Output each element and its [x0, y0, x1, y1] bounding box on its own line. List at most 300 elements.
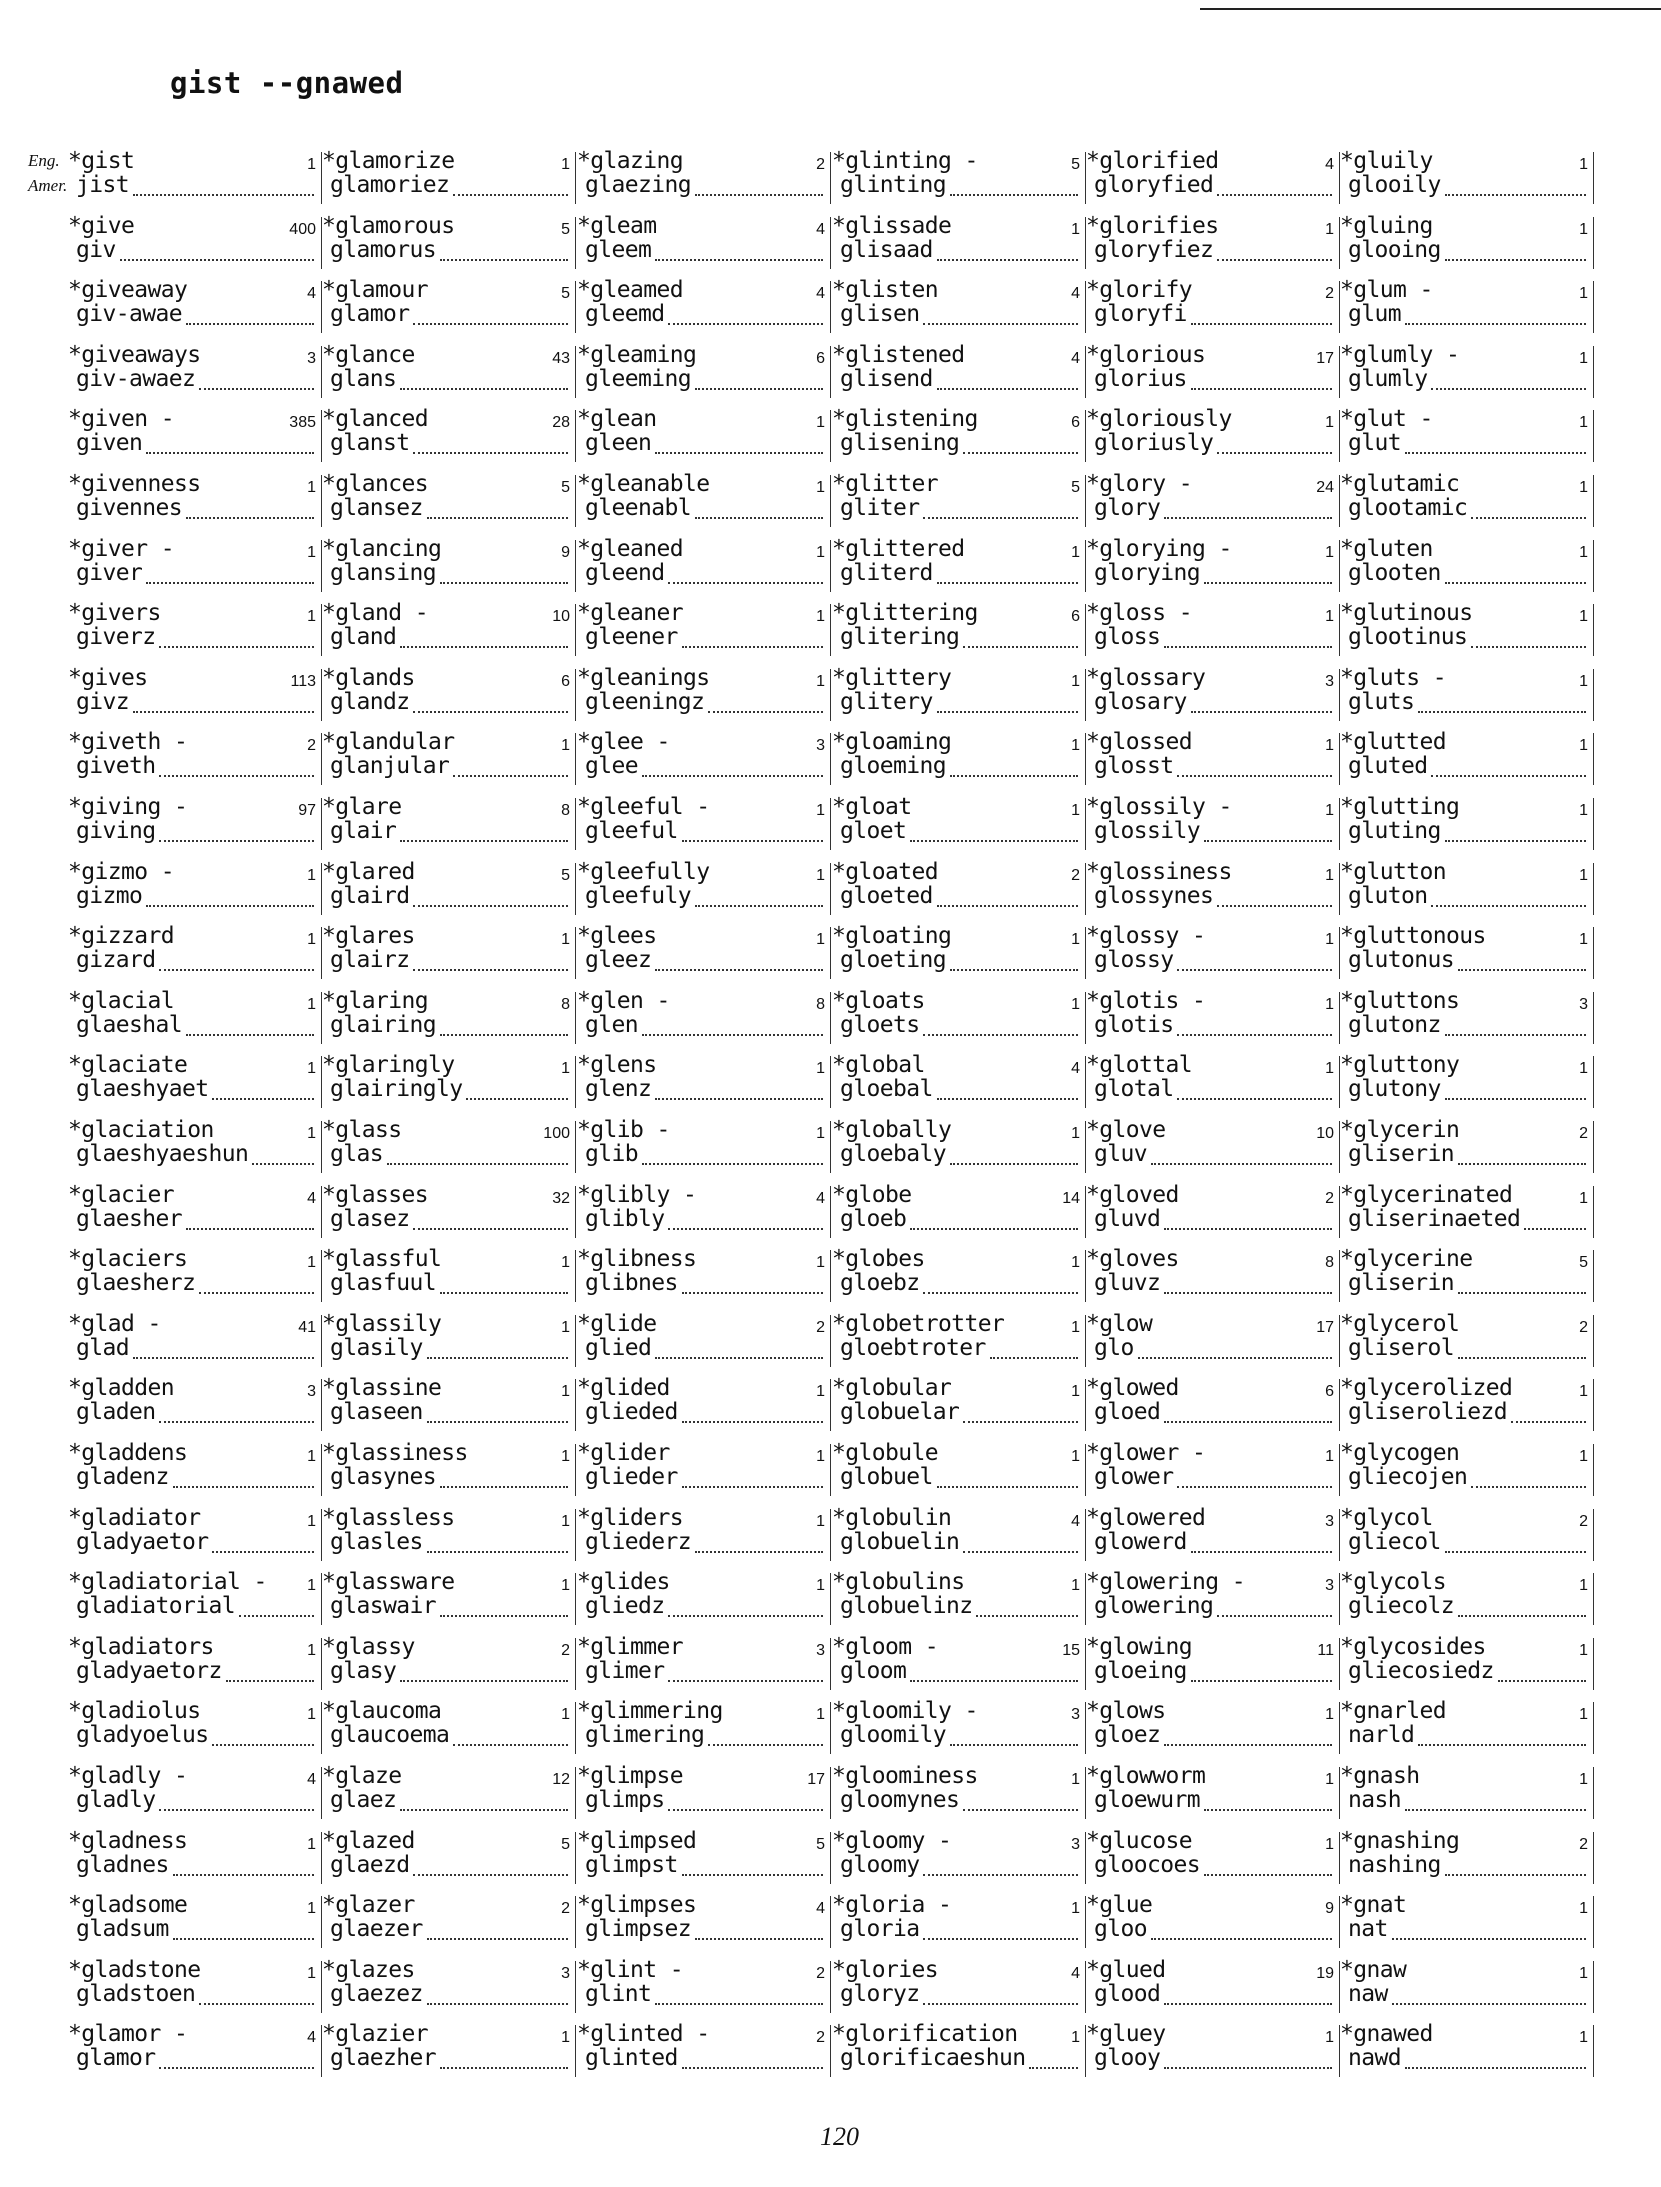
english-spelling: *glasses — [322, 1181, 428, 1208]
american-spelling: gladstoen — [76, 1980, 196, 2007]
word-entry — [1340, 1182, 1594, 1242]
word-entry — [322, 1182, 576, 1242]
english-spelling: *glacial — [68, 987, 174, 1014]
frequency-count: 32 — [552, 1189, 570, 1207]
english-spelling: *glossy - — [1086, 923, 1206, 950]
english-spelling: *glorified — [1086, 148, 1219, 174]
american-spelling: glooing — [1348, 236, 1441, 263]
column-rule — [830, 1702, 832, 1754]
frequency-count: 4 — [816, 1189, 825, 1207]
american-spelling: glossynes — [1094, 882, 1214, 909]
word-entry — [832, 213, 1086, 273]
american-spelling: glorius — [1094, 365, 1187, 392]
dot-leader — [1177, 969, 1332, 971]
word-entry — [1340, 988, 1594, 1048]
dot-leader — [133, 194, 314, 196]
english-spelling: *glistening — [832, 406, 978, 433]
dot-leader — [642, 1034, 823, 1036]
english-spelling: *gist — [68, 148, 135, 174]
word-entry — [68, 665, 322, 725]
english-spelling: *glamorous — [322, 212, 455, 239]
word-entry — [68, 277, 322, 337]
american-spelling: gleen — [585, 430, 652, 457]
american-spelling: giverz — [76, 624, 156, 651]
dot-leader — [1511, 1421, 1586, 1423]
dot-leader — [159, 840, 314, 842]
frequency-count: 2 — [1579, 1512, 1588, 1530]
american-spelling: glandz — [330, 688, 410, 715]
english-spelling: *gleaming — [577, 341, 697, 368]
word-entry — [832, 665, 1086, 725]
american-spelling: narld — [1348, 1722, 1415, 1749]
frequency-count: 19 — [1316, 1964, 1334, 1982]
frequency-count: 3 — [307, 349, 316, 367]
dot-leader — [186, 517, 314, 519]
column-rule — [575, 1509, 577, 1561]
dot-leader — [1164, 1744, 1332, 1746]
column-rule — [575, 798, 577, 850]
column-rule — [830, 1121, 832, 1173]
english-spelling: *glands — [322, 664, 415, 691]
frequency-count: 3 — [1071, 1706, 1080, 1724]
word-entry — [68, 1957, 322, 2017]
column-rule — [1593, 1573, 1595, 1625]
column-rule — [830, 992, 832, 1044]
column-rule — [575, 1896, 577, 1948]
column-rule — [575, 475, 577, 527]
column-rule — [1593, 410, 1595, 462]
american-spelling: globuelinz — [840, 1593, 973, 1620]
dot-leader — [212, 1098, 314, 1100]
dot-leader — [1164, 1292, 1332, 1294]
english-spelling: *glissade — [832, 212, 952, 239]
frequency-count: 1 — [561, 1448, 570, 1465]
word-entry — [1340, 1698, 1594, 1758]
word-entry — [1086, 148, 1340, 208]
american-spelling: gladen — [76, 1399, 156, 1426]
american-spelling: giving — [76, 818, 156, 844]
frequency-count: 1 — [561, 1060, 570, 1078]
english-spelling: *glinting - — [832, 148, 978, 174]
frequency-count: 2 — [1579, 1125, 1588, 1142]
frequency-count: 400 — [289, 220, 316, 238]
dot-leader — [252, 1163, 314, 1165]
english-spelling: *glossary — [1086, 664, 1206, 691]
frequency-count: 1 — [1579, 1060, 1588, 1078]
american-spelling: glaseen — [330, 1399, 423, 1426]
dot-leader — [923, 1034, 1078, 1036]
word-entry — [1086, 1246, 1340, 1306]
dot-leader — [910, 840, 1078, 842]
american-spelling: nash — [1348, 1787, 1401, 1813]
dot-leader — [400, 1680, 568, 1682]
word-entry — [322, 1052, 576, 1112]
american-spelling: glint — [585, 1980, 652, 2007]
american-spelling: glaird — [330, 882, 410, 909]
dot-leader — [427, 1421, 568, 1423]
dot-leader — [937, 259, 1078, 261]
column-rule — [575, 1379, 577, 1431]
english-spelling: *glee - — [577, 729, 670, 756]
american-spelling: givz — [76, 688, 129, 715]
word-entry — [577, 1569, 831, 1629]
word-entry — [577, 1957, 831, 2017]
dot-leader — [682, 1421, 823, 1423]
word-entry — [322, 1117, 576, 1177]
word-entry — [322, 1246, 576, 1306]
word-entry — [322, 213, 576, 273]
word-entry — [68, 2021, 322, 2081]
word-entry — [832, 1892, 1086, 1952]
word-entry — [577, 665, 831, 725]
word-entry — [1086, 1763, 1340, 1823]
american-spelling: glaeshyaet — [76, 1076, 209, 1103]
english-spelling: *glumly - — [1340, 341, 1460, 368]
american-spelling: glasily — [330, 1334, 423, 1361]
dot-leader — [695, 517, 823, 519]
frequency-count: 1 — [1579, 931, 1588, 949]
english-spelling: *givers — [68, 600, 161, 627]
american-spelling: gluton — [1348, 882, 1428, 909]
american-spelling: gloo — [1094, 1916, 1147, 1943]
word-entry — [322, 1957, 576, 2017]
english-spelling: *glassless — [322, 1504, 455, 1531]
american-spelling: gizmo — [76, 882, 143, 909]
frequency-count: 5 — [816, 1835, 825, 1853]
frequency-count: 1 — [561, 156, 570, 173]
dot-leader — [963, 1809, 1078, 1811]
american-label: Amer. — [28, 176, 68, 195]
column-rule — [575, 1961, 577, 2013]
american-spelling: glanst — [330, 430, 410, 457]
english-spelling: *glassily — [322, 1310, 442, 1337]
american-spelling: gloryfi — [1094, 301, 1187, 328]
word-entry — [1340, 1375, 1594, 1435]
american-spelling: gladyaetor — [76, 1528, 209, 1555]
frequency-count: 1 — [1579, 802, 1588, 819]
word-entry — [832, 1246, 1086, 1306]
dot-leader — [668, 1615, 823, 1617]
dot-leader — [1164, 517, 1332, 519]
american-spelling: glutonz — [1348, 1011, 1441, 1038]
word-entry — [1086, 859, 1340, 919]
word-entry — [832, 2021, 1086, 2081]
frequency-count: 1 — [1325, 1706, 1334, 1724]
frequency-count: 1 — [1579, 1900, 1588, 1918]
frequency-count: 1 — [561, 737, 570, 755]
word-entry — [68, 1440, 322, 1500]
frequency-count: 1 — [1579, 1448, 1588, 1465]
word-entry — [832, 600, 1086, 660]
english-spelling: *gloom - — [832, 1633, 938, 1660]
dot-leader — [413, 969, 568, 971]
word-entry — [1086, 1957, 1340, 2017]
english-spelling: *gluttons — [1340, 987, 1460, 1014]
dot-leader — [655, 259, 823, 261]
word-entry — [322, 600, 576, 660]
american-spelling: glimering — [585, 1722, 705, 1749]
american-spelling: gloebtroter — [840, 1334, 986, 1361]
dot-leader — [1431, 775, 1586, 777]
column-rule — [1593, 1832, 1595, 1884]
american-spelling: glotal — [1094, 1076, 1174, 1103]
column-rule — [575, 1444, 577, 1496]
dot-leader — [1445, 1034, 1586, 1036]
american-spelling: glootinus — [1348, 624, 1468, 651]
word-entry — [68, 1763, 322, 1823]
dot-leader — [1418, 711, 1586, 713]
column-rule — [830, 1767, 832, 1819]
dot-leader — [668, 1680, 823, 1682]
column-rule — [830, 733, 832, 785]
dot-leader — [655, 2003, 823, 2005]
frequency-count: 3 — [816, 1641, 825, 1659]
dot-leader — [1204, 1874, 1332, 1876]
dot-leader — [1151, 1938, 1332, 1940]
american-spelling: glotis — [1094, 1011, 1174, 1038]
dot-leader — [1191, 1551, 1332, 1553]
american-spelling: glisaad — [840, 236, 933, 263]
frequency-count: 1 — [1579, 608, 1588, 626]
word-entry — [832, 859, 1086, 919]
frequency-count: 3 — [1325, 1577, 1334, 1595]
american-spelling: giver — [76, 559, 143, 586]
english-spelling: *glycols — [1340, 1569, 1446, 1596]
dot-leader — [937, 388, 1078, 390]
dot-leader — [682, 1292, 823, 1294]
frequency-count: 2 — [307, 737, 316, 755]
american-spelling: glory — [1094, 495, 1161, 521]
american-spelling: glib — [585, 1141, 638, 1167]
column-rule — [1593, 604, 1595, 656]
word-entry — [832, 1440, 1086, 1500]
column-rule — [575, 1573, 577, 1625]
dot-leader — [937, 1098, 1078, 1100]
frequency-count: 5 — [1071, 479, 1080, 496]
column-rule — [1593, 798, 1595, 850]
word-entry — [68, 1828, 322, 1888]
american-spelling: glut — [1348, 430, 1401, 457]
american-spelling: gloeing — [1094, 1657, 1187, 1684]
word-entry — [577, 213, 831, 273]
american-spelling: given — [76, 430, 143, 457]
frequency-count: 1 — [1071, 543, 1080, 561]
dot-leader — [708, 711, 823, 713]
dot-leader — [937, 905, 1078, 907]
english-spelling: *glazes — [322, 1956, 415, 1983]
english-spelling: *glycerol — [1340, 1310, 1460, 1337]
word-entry — [577, 1246, 831, 1306]
word-entry — [577, 1892, 831, 1952]
dot-leader — [937, 711, 1078, 713]
american-spelling: gladiatorial — [76, 1593, 235, 1620]
word-entry — [1340, 342, 1594, 402]
word-entry — [322, 1892, 576, 1952]
word-entry — [1340, 1892, 1594, 1952]
american-spelling: glaezing — [585, 172, 691, 198]
word-entry — [1340, 600, 1594, 660]
frequency-count: 5 — [1579, 1254, 1588, 1272]
frequency-count: 1 — [1579, 1383, 1588, 1401]
frequency-count: 1 — [1325, 414, 1334, 432]
american-spelling: glair — [330, 818, 397, 844]
word-entry — [577, 1828, 831, 1888]
dot-leader — [937, 582, 1078, 584]
word-entry — [577, 600, 831, 660]
frequency-count: 4 — [816, 285, 825, 303]
dot-leader — [159, 2067, 314, 2069]
frequency-count: 1 — [307, 1512, 316, 1530]
english-spelling: *gloria - — [832, 1892, 952, 1919]
dot-leader — [173, 1874, 314, 1876]
dot-leader — [1204, 582, 1332, 584]
page-number: 120 — [820, 2122, 859, 2151]
english-spelling: *gloat — [832, 794, 912, 820]
frequency-count: 3 — [1579, 995, 1588, 1013]
english-spelling: *glazed — [322, 1827, 415, 1854]
american-spelling: gloebz — [840, 1270, 920, 1297]
american-spelling: glisen — [840, 301, 920, 328]
english-spelling: *gladness — [68, 1827, 188, 1854]
english-spelling: *glitter — [832, 471, 938, 497]
word-entry — [577, 794, 831, 854]
dot-leader — [1164, 1228, 1332, 1230]
column-rule — [830, 1315, 832, 1367]
frequency-count: 1 — [816, 802, 825, 819]
dot-leader — [440, 1034, 568, 1036]
dot-leader — [1498, 1680, 1586, 1682]
frequency-count: 1 — [1071, 1318, 1080, 1336]
american-spelling: glibnes — [585, 1270, 678, 1297]
dot-leader — [1392, 1938, 1586, 1940]
english-spelling: *gleaner — [577, 600, 683, 627]
column-rule — [1593, 1509, 1595, 1561]
word-entry — [1086, 1117, 1340, 1177]
dot-leader — [440, 1615, 568, 1617]
dot-leader — [1392, 2003, 1586, 2005]
frequency-count: 1 — [307, 543, 316, 561]
english-spelling: *globe — [832, 1181, 912, 1208]
english-spelling: *gleanings — [577, 664, 710, 691]
dot-leader — [642, 1163, 823, 1165]
word-entry — [577, 1440, 831, 1500]
american-spelling: glooy — [1094, 2045, 1161, 2072]
word-entry — [577, 1763, 831, 1823]
column-rule — [830, 1896, 832, 1948]
frequency-count: 1 — [307, 1125, 316, 1142]
frequency-count: 1 — [1325, 1835, 1334, 1853]
word-entry — [68, 471, 322, 531]
dot-leader — [695, 194, 823, 196]
english-spelling: *gloomy - — [832, 1827, 952, 1854]
dot-leader — [440, 1486, 568, 1488]
column-rule — [575, 1315, 577, 1367]
frequency-count: 1 — [1071, 220, 1080, 238]
word-entry — [1086, 1569, 1340, 1629]
frequency-count: 3 — [816, 737, 825, 755]
word-entry — [68, 1311, 322, 1371]
word-entry — [322, 988, 576, 1048]
frequency-count: 4 — [1071, 1512, 1080, 1530]
english-spelling: *glared — [322, 858, 415, 885]
column-rule — [1593, 281, 1595, 333]
column-rule — [1593, 669, 1595, 721]
frequency-count: 6 — [1071, 608, 1080, 626]
frequency-count: 1 — [307, 1448, 316, 1465]
dot-leader — [1471, 1486, 1586, 1488]
word-entry — [1086, 2021, 1340, 2081]
american-spelling: gluted — [1348, 753, 1428, 780]
word-entry — [322, 665, 576, 725]
english-spelling: *glutton — [1340, 858, 1446, 885]
american-spelling: gliserol — [1348, 1334, 1454, 1361]
english-spelling: *globule — [832, 1440, 938, 1466]
dot-leader — [910, 1228, 1078, 1230]
american-spelling: glower — [1094, 1464, 1174, 1490]
english-spelling: *glib - — [577, 1117, 670, 1143]
frequency-count: 1 — [1071, 1771, 1080, 1788]
english-spelling: *glittering — [832, 600, 978, 627]
dot-leader — [1405, 1809, 1586, 1811]
frequency-count: 17 — [1316, 349, 1334, 367]
dot-leader — [453, 1744, 568, 1746]
english-spelling: *global — [832, 1052, 925, 1079]
word-entry — [68, 1634, 322, 1694]
frequency-count: 2 — [816, 1318, 825, 1336]
word-entry — [68, 1117, 322, 1177]
column-rule — [575, 863, 577, 915]
american-spelling: gleend — [585, 559, 665, 586]
english-spelling: *glowworm — [1086, 1763, 1206, 1789]
frequency-count: 1 — [307, 608, 316, 626]
frequency-count: 100 — [543, 1125, 570, 1142]
english-spelling: *glares — [322, 923, 415, 950]
frequency-count: 3 — [561, 1964, 570, 1982]
dot-leader — [146, 452, 314, 454]
word-entry — [832, 471, 1086, 531]
american-spelling: nawd — [1348, 2045, 1401, 2072]
dot-leader — [923, 1938, 1078, 1940]
frequency-count: 1 — [561, 931, 570, 949]
english-spelling: *givenness — [68, 471, 201, 497]
english-spelling: *gluttony — [1340, 1052, 1460, 1079]
column-rule — [575, 152, 577, 204]
english-spelling: *glycosides — [1340, 1633, 1486, 1660]
american-spelling: glamorus — [330, 236, 436, 263]
dot-leader — [159, 646, 314, 648]
dot-leader — [159, 969, 314, 971]
frequency-count: 97 — [298, 802, 316, 819]
american-spelling: gleener — [585, 624, 678, 651]
column-rule — [575, 1767, 577, 1819]
word-entry — [832, 1052, 1086, 1112]
frequency-count: 1 — [1579, 737, 1588, 755]
english-spelling: *glycogen — [1340, 1440, 1460, 1466]
word-entry — [1086, 1440, 1340, 1500]
frequency-count: 1 — [1579, 543, 1588, 561]
frequency-count: 1 — [307, 1706, 316, 1724]
english-spelling: *glare — [322, 794, 402, 820]
dot-leader — [1431, 388, 1586, 390]
word-entry — [577, 536, 831, 596]
american-spelling: gliecosiedz — [1348, 1657, 1494, 1684]
frequency-count: 4 — [307, 1189, 316, 1207]
american-spelling: gloocoes — [1094, 1851, 1200, 1878]
word-entry — [322, 342, 576, 402]
frequency-count: 9 — [561, 543, 570, 561]
column-rule — [830, 152, 832, 204]
frequency-count: 5 — [561, 1835, 570, 1853]
